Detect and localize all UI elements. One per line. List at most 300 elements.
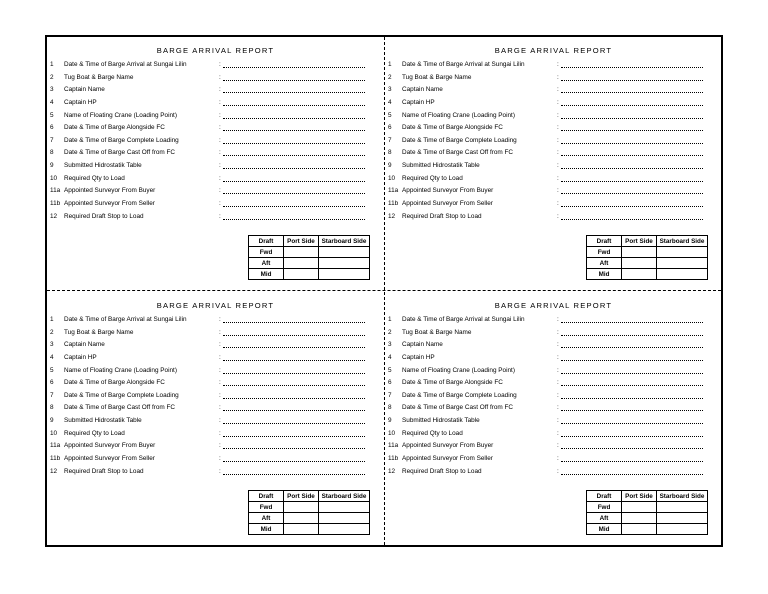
- field-number: 11b: [388, 455, 399, 463]
- field-colon: :: [557, 341, 559, 349]
- draft-header: Draft: [249, 236, 284, 247]
- field-label: Date & Time of Barge Alongside FC: [402, 124, 503, 132]
- field-list: [47, 59, 384, 223]
- field-row: [385, 147, 722, 160]
- field-label: Required Draft Stop to Load: [402, 212, 482, 220]
- field-fill-line[interactable]: [223, 219, 365, 220]
- field-label: Required Draft Stop to Load: [64, 212, 144, 220]
- field-row: [47, 339, 384, 352]
- field-colon: :: [219, 111, 221, 119]
- field-colon: :: [557, 417, 559, 425]
- field-fill-line[interactable]: [561, 219, 703, 220]
- field-label: Name of Floating Crane (Loading Point): [64, 366, 177, 374]
- field-colon: :: [557, 98, 559, 106]
- draft-table-header-row: [249, 491, 370, 502]
- field-fill-line[interactable]: [223, 105, 365, 106]
- field-number: 5: [50, 366, 54, 374]
- field-colon: :: [219, 162, 221, 170]
- field-colon: :: [557, 162, 559, 170]
- field-label: Tug Boat & Barge Name: [402, 73, 472, 81]
- port-side-cell[interactable]: [622, 502, 657, 513]
- draft-position-label: Fwd: [587, 247, 622, 258]
- field-fill-line[interactable]: [223, 474, 365, 475]
- field-fill-line[interactable]: [561, 155, 703, 156]
- field-label: Appointed Surveyor From Seller: [64, 455, 155, 463]
- field-label: Required Qty to Load: [64, 429, 125, 437]
- starboard-side-cell[interactable]: [319, 524, 370, 535]
- field-colon: :: [557, 212, 559, 220]
- field-number: 8: [388, 404, 392, 412]
- field-label: Name of Floating Crane (Loading Point): [402, 366, 515, 374]
- field-label: Date & Time of Barge Alongside FC: [64, 124, 165, 132]
- draft-table-header-row: [249, 236, 370, 247]
- field-colon: :: [557, 379, 559, 387]
- field-row: [47, 110, 384, 123]
- field-fill-line[interactable]: [561, 398, 703, 399]
- field-label: Captain HP: [64, 98, 97, 106]
- field-number: 3: [50, 86, 54, 94]
- starboard-side-header: Starboard Side: [657, 236, 708, 247]
- field-fill-line[interactable]: [561, 143, 703, 144]
- field-label: Captain Name: [64, 341, 105, 349]
- field-row: [47, 160, 384, 173]
- field-fill-line[interactable]: [223, 193, 365, 194]
- field-row: [385, 198, 722, 211]
- draft-header: Draft: [587, 491, 622, 502]
- field-fill-line[interactable]: [561, 118, 703, 119]
- field-fill-line[interactable]: [561, 322, 703, 323]
- field-colon: :: [557, 442, 559, 450]
- port-side-cell[interactable]: [284, 524, 319, 535]
- field-label: Submitted Hidrostatik Table: [402, 162, 480, 170]
- field-label: Date & Time of Barge Alongside FC: [402, 379, 503, 387]
- draft-table-row: [249, 513, 370, 524]
- field-colon: :: [557, 353, 559, 361]
- field-row: [385, 402, 722, 415]
- field-colon: :: [557, 174, 559, 182]
- field-fill-line[interactable]: [561, 335, 703, 336]
- starboard-side-cell[interactable]: [319, 258, 370, 269]
- field-colon: :: [557, 61, 559, 68]
- field-fill-line[interactable]: [223, 347, 365, 348]
- field-colon: :: [557, 455, 559, 463]
- field-label: Captain Name: [64, 86, 105, 94]
- field-fill-line[interactable]: [223, 322, 365, 323]
- draft-position-label: Aft: [249, 513, 284, 524]
- field-row: [385, 160, 722, 173]
- starboard-side-header: Starboard Side: [657, 491, 708, 502]
- field-number: 7: [388, 391, 392, 399]
- field-row: [385, 211, 722, 224]
- field-number: 4: [50, 353, 54, 361]
- field-fill-line[interactable]: [561, 105, 703, 106]
- starboard-side-cell[interactable]: [319, 269, 370, 280]
- field-number: 10: [388, 174, 396, 182]
- field-label: Submitted Hidrostatik Table: [64, 417, 142, 425]
- field-row: [385, 415, 722, 428]
- field-colon: :: [557, 316, 559, 323]
- field-number: 10: [50, 429, 58, 437]
- field-number: 1: [50, 316, 54, 323]
- starboard-side-header: Starboard Side: [319, 236, 370, 247]
- field-colon: :: [219, 404, 221, 412]
- field-row: [47, 135, 384, 148]
- field-label: Submitted Hidrostatik Table: [402, 417, 480, 425]
- field-fill-line[interactable]: [223, 373, 365, 374]
- report-title: BARGE ARRIVAL REPORT: [494, 301, 613, 310]
- field-fill-line[interactable]: [561, 130, 703, 131]
- field-fill-line[interactable]: [561, 181, 703, 182]
- starboard-side-cell[interactable]: [657, 524, 708, 535]
- field-fill-line[interactable]: [561, 80, 703, 81]
- field-number: 5: [388, 366, 392, 374]
- draft-table-row: [587, 524, 708, 535]
- field-fill-line[interactable]: [561, 385, 703, 386]
- field-row: [47, 198, 384, 211]
- draft-table-header-row: [587, 491, 708, 502]
- field-fill-line[interactable]: [561, 410, 703, 411]
- field-fill-line[interactable]: [561, 168, 703, 169]
- draft-header: Draft: [249, 491, 284, 502]
- field-colon: :: [557, 111, 559, 119]
- field-label: Name of Floating Crane (Loading Point): [64, 111, 177, 119]
- draft-header: Draft: [587, 236, 622, 247]
- port-side-cell[interactable]: [284, 502, 319, 513]
- field-colon: :: [219, 149, 221, 157]
- port-side-cell[interactable]: [284, 258, 319, 269]
- field-colon: :: [219, 124, 221, 132]
- field-label: Submitted Hidrostatik Table: [64, 162, 142, 170]
- field-fill-line[interactable]: [561, 193, 703, 194]
- field-fill-line[interactable]: [223, 155, 365, 156]
- field-row: [385, 97, 722, 110]
- field-row: [47, 390, 384, 403]
- field-fill-line[interactable]: [223, 143, 365, 144]
- field-number: 12: [50, 467, 58, 475]
- field-label: Date & Time of Barge Complete Loading: [402, 136, 517, 144]
- field-row: [47, 377, 384, 390]
- field-colon: :: [557, 467, 559, 475]
- field-row: [47, 365, 384, 378]
- report-form: [47, 292, 384, 546]
- field-row: [385, 314, 722, 327]
- field-colon: :: [219, 341, 221, 349]
- field-fill-line[interactable]: [223, 423, 365, 424]
- field-label: Captain Name: [402, 341, 443, 349]
- field-fill-line[interactable]: [223, 67, 365, 68]
- field-row: [385, 390, 722, 403]
- field-number: 11b: [50, 455, 61, 463]
- field-colon: :: [219, 455, 221, 463]
- field-label: Appointed Surveyor From Seller: [402, 455, 493, 463]
- field-label: Date & Time of Barge Arrival at Sungai Lilin: [402, 316, 525, 323]
- field-number: 11b: [50, 200, 61, 208]
- field-label: Date & Time of Barge Arrival at Sungai Lilin: [64, 316, 187, 323]
- field-row: [385, 72, 722, 85]
- starboard-side-cell[interactable]: [657, 247, 708, 258]
- field-label: Required Draft Stop to Load: [402, 467, 482, 475]
- field-label: Appointed Surveyor From Buyer: [64, 187, 156, 195]
- report-title: BARGE ARRIVAL REPORT: [156, 301, 275, 310]
- field-colon: :: [557, 86, 559, 94]
- field-fill-line[interactable]: [561, 474, 703, 475]
- field-fill-line[interactable]: [561, 92, 703, 93]
- field-colon: :: [219, 467, 221, 475]
- starboard-side-cell[interactable]: [657, 513, 708, 524]
- field-label: Date & Time of Barge Complete Loading: [64, 391, 179, 399]
- field-row: [47, 147, 384, 160]
- field-label: Appointed Surveyor From Buyer: [402, 442, 494, 450]
- field-row: [47, 440, 384, 453]
- field-colon: :: [219, 174, 221, 182]
- port-side-header: Port Side: [284, 236, 319, 247]
- port-side-cell[interactable]: [284, 269, 319, 280]
- field-row: [385, 428, 722, 441]
- field-fill-line[interactable]: [223, 398, 365, 399]
- field-list: [385, 59, 722, 223]
- field-number: 4: [50, 98, 54, 106]
- field-row: [47, 185, 384, 198]
- draft-table-row: [587, 513, 708, 524]
- port-side-cell[interactable]: [284, 247, 319, 258]
- field-number: 8: [50, 404, 54, 412]
- port-side-cell[interactable]: [622, 247, 657, 258]
- report-sheet: [45, 35, 723, 547]
- port-side-cell[interactable]: [622, 269, 657, 280]
- field-label: Date & Time of Barge Complete Loading: [64, 136, 179, 144]
- port-side-cell[interactable]: [622, 513, 657, 524]
- field-fill-line[interactable]: [223, 118, 365, 119]
- field-number: 11a: [50, 442, 61, 450]
- field-number: 9: [388, 162, 392, 170]
- field-colon: :: [219, 328, 221, 336]
- field-colon: :: [219, 98, 221, 106]
- field-list: [47, 314, 384, 478]
- field-colon: :: [219, 442, 221, 450]
- field-label: Captain HP: [64, 353, 97, 361]
- field-colon: :: [219, 316, 221, 323]
- field-number: 6: [388, 124, 392, 132]
- field-row: [385, 365, 722, 378]
- field-number: 3: [388, 341, 392, 349]
- field-label: Required Qty to Load: [402, 429, 463, 437]
- draft-table: [586, 235, 708, 280]
- field-row: [385, 84, 722, 97]
- field-label: Captain HP: [402, 98, 435, 106]
- starboard-side-cell[interactable]: [657, 502, 708, 513]
- draft-table-row: [587, 269, 708, 280]
- port-side-cell[interactable]: [622, 524, 657, 535]
- field-number: 2: [50, 328, 54, 336]
- field-label: Date & Time of Barge Complete Loading: [402, 391, 517, 399]
- field-row: [47, 122, 384, 135]
- field-label: Appointed Surveyor From Buyer: [64, 442, 156, 450]
- field-row: [47, 466, 384, 479]
- field-fill-line[interactable]: [561, 373, 703, 374]
- field-colon: :: [219, 61, 221, 68]
- field-number: 11a: [388, 187, 399, 195]
- field-row: [47, 402, 384, 415]
- field-row: [385, 466, 722, 479]
- field-colon: :: [219, 86, 221, 94]
- field-row: [385, 440, 722, 453]
- report-form: [385, 292, 722, 546]
- field-fill-line[interactable]: [223, 461, 365, 462]
- field-fill-line[interactable]: [561, 347, 703, 348]
- draft-table-row: [249, 247, 370, 258]
- starboard-side-cell[interactable]: [657, 269, 708, 280]
- draft-table-row: [587, 502, 708, 513]
- field-fill-line[interactable]: [561, 423, 703, 424]
- field-row: [47, 415, 384, 428]
- field-label: Tug Boat & Barge Name: [402, 328, 472, 336]
- field-fill-line[interactable]: [223, 181, 365, 182]
- field-fill-line[interactable]: [561, 360, 703, 361]
- field-row: [47, 352, 384, 365]
- field-fill-line[interactable]: [223, 92, 365, 93]
- draft-position-label: Mid: [587, 269, 622, 280]
- field-fill-line[interactable]: [223, 448, 365, 449]
- field-row: [47, 314, 384, 327]
- field-colon: :: [557, 328, 559, 336]
- field-number: 1: [388, 316, 392, 323]
- field-number: 11b: [388, 200, 399, 208]
- field-row: [385, 135, 722, 148]
- field-number: 7: [50, 136, 54, 144]
- field-label: Required Draft Stop to Load: [64, 467, 144, 475]
- field-label: Date & Time of Barge Cast Off from FC: [402, 404, 514, 412]
- field-number: 9: [50, 417, 54, 425]
- field-number: 10: [388, 429, 396, 437]
- field-row: [47, 72, 384, 85]
- draft-position-label: Mid: [249, 269, 284, 280]
- field-fill-line[interactable]: [561, 436, 703, 437]
- draft-table-row: [587, 258, 708, 269]
- starboard-side-header: Starboard Side: [319, 491, 370, 502]
- field-number: 1: [50, 61, 54, 68]
- field-number: 11a: [388, 442, 399, 450]
- field-label: Tug Boat & Barge Name: [64, 73, 134, 81]
- field-number: 4: [388, 353, 392, 361]
- port-side-cell[interactable]: [284, 513, 319, 524]
- field-colon: :: [557, 136, 559, 144]
- field-label: Captain HP: [402, 353, 435, 361]
- field-row: [385, 185, 722, 198]
- field-label: Appointed Surveyor From Seller: [64, 200, 155, 208]
- field-number: 5: [388, 111, 392, 119]
- field-label: Date & Time of Barge Arrival at Sungai Lilin: [402, 61, 525, 68]
- field-colon: :: [219, 429, 221, 437]
- starboard-side-cell[interactable]: [657, 258, 708, 269]
- field-row: [385, 327, 722, 340]
- field-fill-line[interactable]: [223, 360, 365, 361]
- field-number: 3: [50, 341, 54, 349]
- field-row: [47, 327, 384, 340]
- draft-table-row: [249, 269, 370, 280]
- field-fill-line[interactable]: [561, 67, 703, 68]
- field-number: 7: [50, 391, 54, 399]
- field-colon: :: [219, 366, 221, 374]
- field-fill-line[interactable]: [223, 385, 365, 386]
- field-number: 8: [50, 149, 54, 157]
- report-form: [385, 37, 722, 291]
- field-colon: :: [557, 200, 559, 208]
- field-fill-line[interactable]: [223, 80, 365, 81]
- field-fill-line[interactable]: [223, 335, 365, 336]
- field-colon: :: [557, 73, 559, 81]
- field-number: 10: [50, 174, 58, 182]
- field-colon: :: [557, 391, 559, 399]
- draft-table-row: [587, 247, 708, 258]
- field-label: Appointed Surveyor From Buyer: [402, 187, 494, 195]
- field-label: Required Qty to Load: [64, 174, 125, 182]
- field-colon: :: [219, 391, 221, 399]
- field-number: 7: [388, 136, 392, 144]
- field-fill-line[interactable]: [223, 130, 365, 131]
- draft-position-label: Mid: [587, 524, 622, 535]
- field-fill-line[interactable]: [561, 461, 703, 462]
- field-fill-line[interactable]: [561, 206, 703, 207]
- draft-position-label: Aft: [587, 258, 622, 269]
- field-row: [47, 428, 384, 441]
- field-label: Required Qty to Load: [402, 174, 463, 182]
- field-fill-line[interactable]: [561, 448, 703, 449]
- draft-position-label: Aft: [249, 258, 284, 269]
- report-form: [47, 37, 384, 291]
- field-number: 4: [388, 98, 392, 106]
- port-side-header: Port Side: [284, 491, 319, 502]
- report-title: BARGE ARRIVAL REPORT: [156, 46, 275, 55]
- field-row: [47, 453, 384, 466]
- field-number: 3: [388, 86, 392, 94]
- draft-table: [248, 490, 370, 535]
- field-row: [47, 59, 384, 72]
- field-row: [385, 352, 722, 365]
- field-row: [47, 173, 384, 186]
- starboard-side-cell[interactable]: [319, 502, 370, 513]
- starboard-side-cell[interactable]: [319, 247, 370, 258]
- field-row: [385, 173, 722, 186]
- field-fill-line[interactable]: [223, 206, 365, 207]
- field-number: 12: [388, 212, 396, 220]
- field-row: [47, 97, 384, 110]
- field-colon: :: [219, 417, 221, 425]
- field-label: Date & Time of Barge Cast Off from FC: [402, 149, 514, 157]
- draft-position-label: Fwd: [249, 247, 284, 258]
- field-number: 9: [50, 162, 54, 170]
- field-fill-line[interactable]: [223, 410, 365, 411]
- field-label: Tug Boat & Barge Name: [64, 328, 134, 336]
- field-fill-line[interactable]: [223, 168, 365, 169]
- field-colon: :: [557, 366, 559, 374]
- port-side-header: Port Side: [622, 236, 657, 247]
- field-colon: :: [219, 200, 221, 208]
- port-side-cell[interactable]: [622, 258, 657, 269]
- field-row: [385, 59, 722, 72]
- field-colon: :: [557, 429, 559, 437]
- field-number: 6: [388, 379, 392, 387]
- field-number: 5: [50, 111, 54, 119]
- report-title: BARGE ARRIVAL REPORT: [494, 46, 613, 55]
- field-list: [385, 314, 722, 478]
- starboard-side-cell[interactable]: [319, 513, 370, 524]
- field-number: 8: [388, 149, 392, 157]
- field-colon: :: [219, 212, 221, 220]
- field-row: [47, 211, 384, 224]
- field-number: 6: [50, 124, 54, 132]
- field-label: Date & Time of Barge Cast Off from FC: [64, 149, 176, 157]
- field-fill-line[interactable]: [223, 436, 365, 437]
